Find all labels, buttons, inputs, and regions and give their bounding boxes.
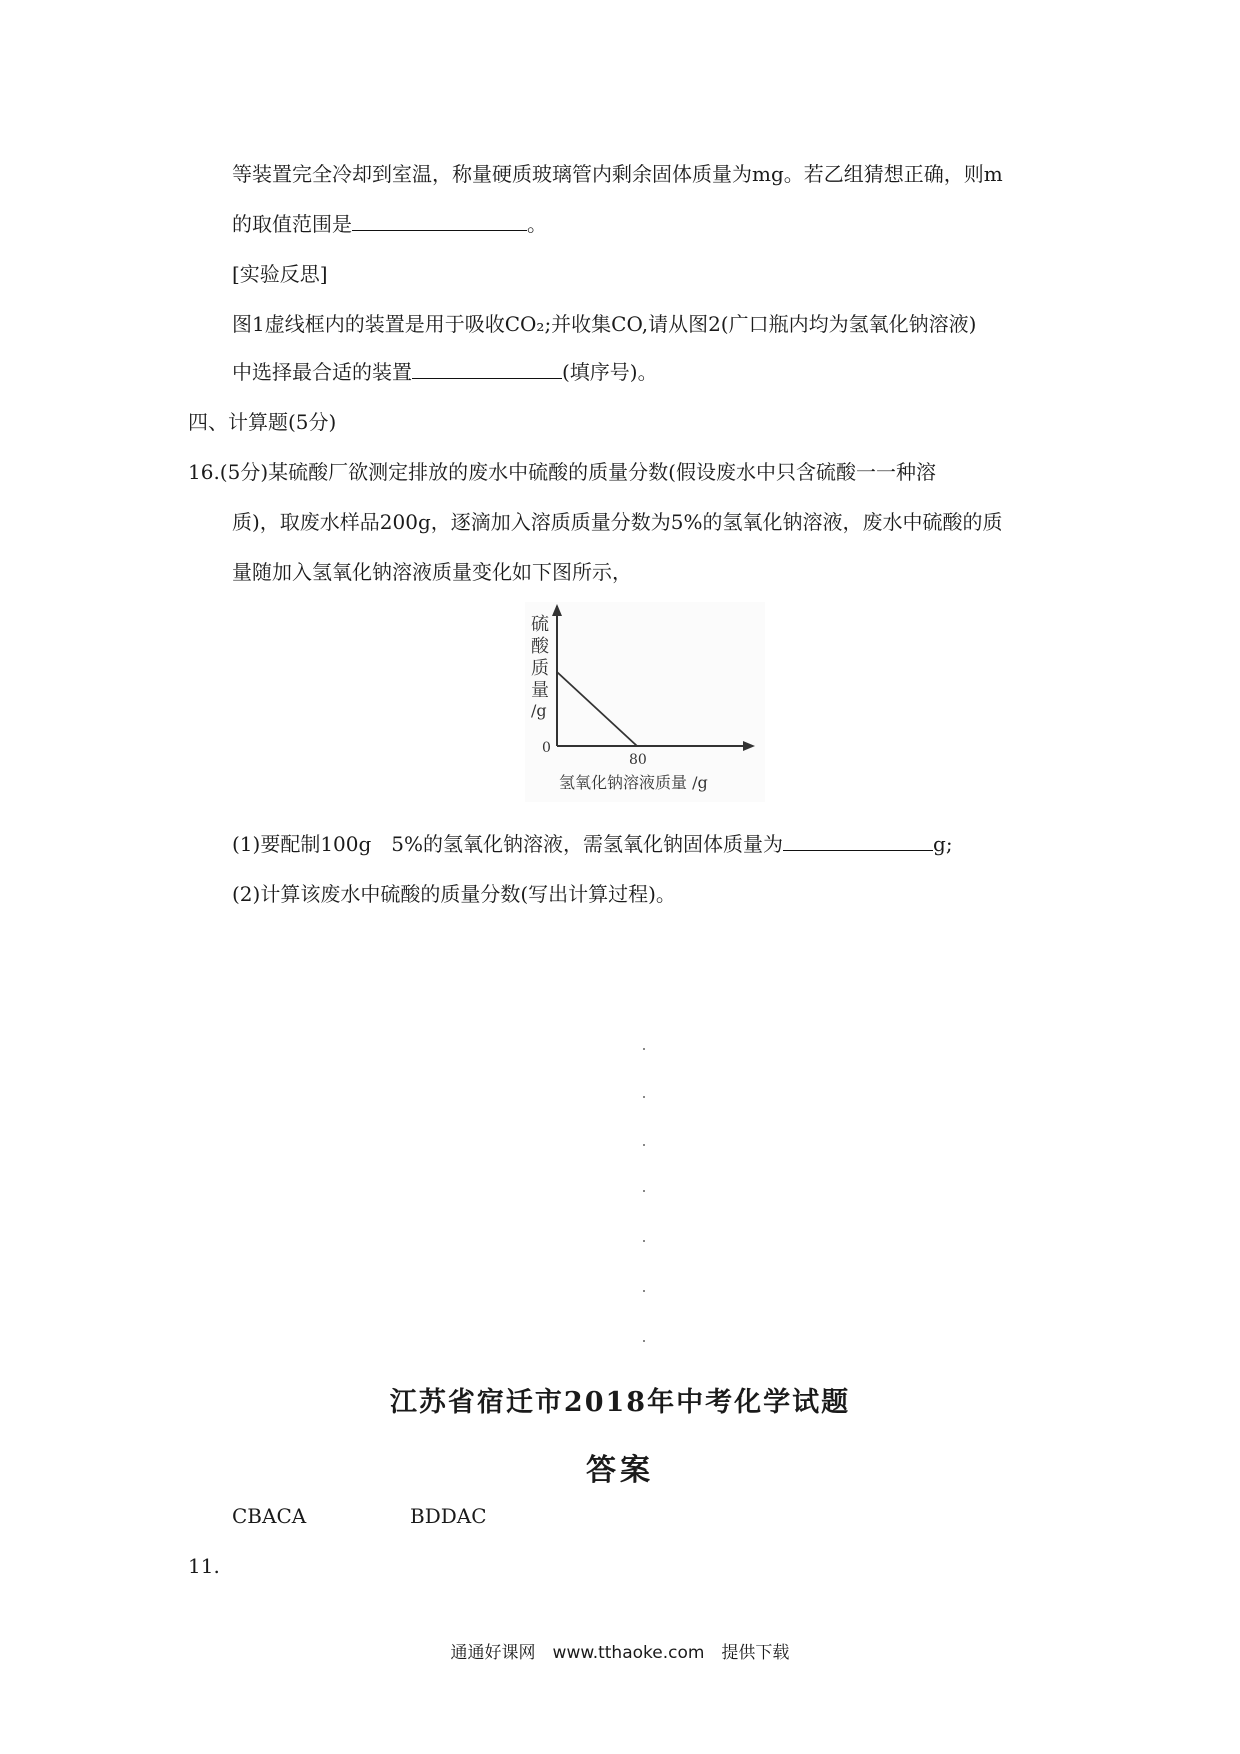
scan-dot xyxy=(643,1144,645,1146)
x-axis-arrow xyxy=(743,741,755,751)
y-label-unit: /g xyxy=(531,701,547,720)
y-label-char-1: 硫 xyxy=(531,614,549,635)
q16-line-3: 量随加入氢氧化钠溶液质量变化如下图所示， xyxy=(232,560,632,584)
q16-sub-1-unit: g; xyxy=(933,832,953,856)
x-axis-label: 氢氧化钠溶液质量 /g xyxy=(559,773,708,792)
scan-dot xyxy=(643,1096,645,1098)
q15-line-2-end: 。 xyxy=(527,212,547,236)
scan-dot xyxy=(643,1290,645,1292)
q15-line-1: 等装置完全冷却到室温，称量硬质玻璃管内剩余固体质量为mg。若乙组猜想正确，则m xyxy=(232,162,1003,186)
q16-line-1: 16.(5分)某硫酸厂欲测定排放的废水中硫酸的质量分数(假设废水中只含硫酸一一种溶 xyxy=(188,460,936,484)
sulfuric-acid-chart xyxy=(525,602,765,802)
reflection-line-2 xyxy=(232,358,658,386)
q16-line-2: 质)，取废水样品200g，逐滴加入溶质质量分数为5%的氢氧化钠溶液，废水中硫酸的质 xyxy=(232,510,1003,534)
answer-heading: 答案 xyxy=(586,1453,654,1488)
q15-line-2-text: 的取值范围是 xyxy=(232,212,352,236)
answer-item-11: 11. xyxy=(188,1554,220,1578)
q16-sub-2: (2)计算该废水中硫酸的质量分数(写出计算过程)。 xyxy=(232,882,676,906)
scan-dot xyxy=(643,1048,645,1050)
y-label-char-2: 酸 xyxy=(531,636,549,657)
y-axis-arrow xyxy=(552,604,562,616)
q16-sub-1-text: (1)要配制100g 5%的氢氧化钠溶液，需氢氧化钠固体质量为 xyxy=(232,832,784,856)
section-heading-calc: 四、计算题(5分) xyxy=(188,410,337,434)
series-line-sulfuric-acid xyxy=(557,672,637,746)
y-label-char-4: 量 xyxy=(531,680,549,701)
reflection-line-2-end: (填序号)。 xyxy=(562,360,658,384)
y-label-char-3: 质 xyxy=(531,658,549,679)
chart-svg xyxy=(525,602,765,802)
scan-dot xyxy=(643,1340,645,1342)
q16-sub-1 xyxy=(232,830,953,858)
reflection-line-2-text: 中选择最合适的装置 xyxy=(232,360,412,384)
reflection-line-1: 图1虚线框内的装置是用于吸收CO₂;并收集CO,请从图2(广口瓶内均为氢氧化钠溶液) xyxy=(232,312,977,336)
answer-group-1: CBACA xyxy=(232,1504,307,1528)
answer-page-title: 江苏省宿迁市2018年中考化学试题 xyxy=(389,1387,851,1418)
answer-blank-naoh-mass[interactable] xyxy=(783,830,933,851)
reflection-heading: [实验反思] xyxy=(232,262,328,286)
scan-dot xyxy=(643,1240,645,1242)
answer-blank-device[interactable] xyxy=(412,358,562,379)
q15-line-2 xyxy=(232,210,547,238)
origin-label: 0 xyxy=(542,740,551,756)
answer-blank-m-range[interactable] xyxy=(352,210,527,231)
scan-dot xyxy=(643,1190,645,1192)
x-tick-label-80: 80 xyxy=(629,752,647,768)
answer-group-2: BDDAC xyxy=(410,1504,487,1528)
footer-source: 通通好课网 www.tthaoke.com 提供下载 xyxy=(450,1643,790,1663)
